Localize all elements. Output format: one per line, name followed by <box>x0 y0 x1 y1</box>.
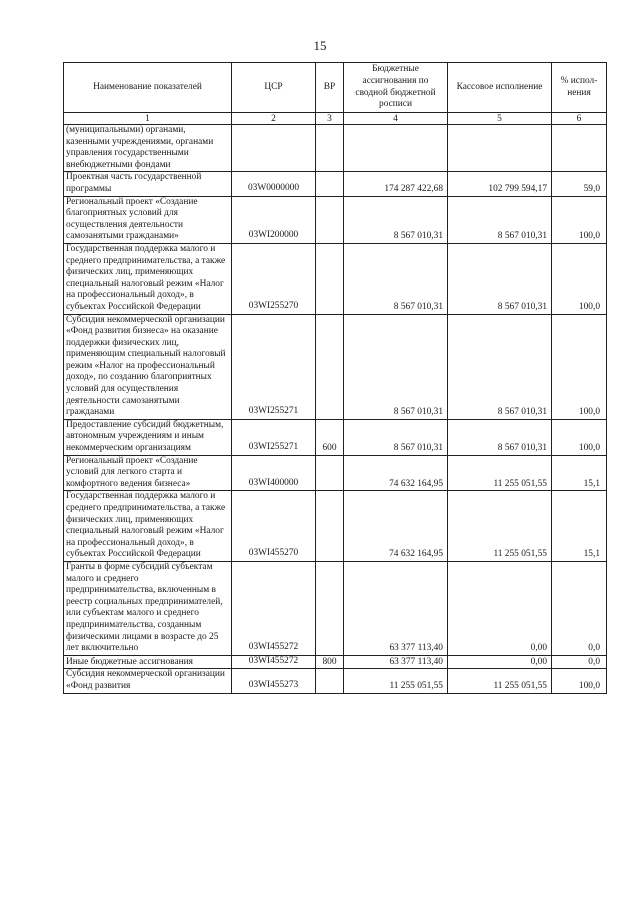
assigned-amount: 8 567 010,31 <box>344 419 448 455</box>
assigned-amount: 8 567 010,31 <box>344 243 448 314</box>
column-number: 6 <box>552 113 607 125</box>
page-number: 15 <box>313 38 327 53</box>
table-row <box>64 561 607 655</box>
csr-code: 03WI455272 <box>232 655 316 669</box>
column-number-row <box>64 113 607 125</box>
assigned-amount: 8 567 010,31 <box>344 314 448 419</box>
assigned-amount: 74 632 164,95 <box>344 455 448 491</box>
vr-code <box>316 491 344 562</box>
indicator-name: Государственная поддержка малого и среднего предпринимательства, а также физических лиц, применяющих специальный налоговый режим «Налог на профессиональный доход», в субъектах Российской Федерации <box>64 243 232 314</box>
executed-amount: 8 567 010,31 <box>448 196 552 243</box>
header-assignments: Бюджетные ассигнования по сводной бюджетной росписи <box>344 63 448 113</box>
table-row <box>64 655 607 669</box>
indicator-name: Субсидия некоммерческой организации «Фонд развития бизнеса» на оказание поддержки физических лиц, применяющим специальный налоговый режим «Налог на профессиональный доход», по созданию благоприятных условий для осуществления деятельности самозанятыми гражданами <box>64 314 232 419</box>
indicator-name: Региональный проект «Создание благоприятных условий для осуществления деятельности самозанятыми гражданами» <box>64 196 232 243</box>
csr-code: 03WI255271 <box>232 419 316 455</box>
indicator-name: Государственная поддержка малого и среднего предпринимательства, а также физических лиц, применяющих специальный налоговый режим «Налог на профессиональный доход», в субъектах Российской Федерации <box>64 491 232 562</box>
vr-code <box>316 196 344 243</box>
vr-code: 800 <box>316 655 344 669</box>
assigned-amount: 63 377 113,40 <box>344 561 448 655</box>
execution-percent: 15,1 <box>552 491 607 562</box>
column-number: 2 <box>232 113 316 125</box>
column-number: 5 <box>448 113 552 125</box>
table-row <box>64 669 607 693</box>
csr-code: 03WI255271 <box>232 314 316 419</box>
header-execution-percent: % испол- нения <box>552 63 607 113</box>
indicator-name: Субсидия некоммерческой организации «Фонд развития <box>64 669 232 693</box>
vr-code <box>316 314 344 419</box>
csr-code: 03WI455273 <box>232 669 316 693</box>
table-row <box>64 125 607 172</box>
vr-code: 600 <box>316 419 344 455</box>
column-number: 1 <box>64 113 232 125</box>
executed-amount <box>448 125 552 172</box>
assigned-amount <box>344 125 448 172</box>
assigned-amount: 11 255 051,55 <box>344 669 448 693</box>
indicator-name: Проектная часть государственной программы <box>64 172 232 196</box>
table-row <box>64 419 607 455</box>
vr-code <box>316 669 344 693</box>
assigned-amount: 63 377 113,40 <box>344 655 448 669</box>
csr-code <box>232 125 316 172</box>
csr-code: 03WI200000 <box>232 196 316 243</box>
header-vr: ВР <box>316 63 344 113</box>
executed-amount: 0,00 <box>448 561 552 655</box>
assigned-amount: 74 632 164,95 <box>344 491 448 562</box>
execution-percent: 100,0 <box>552 419 607 455</box>
vr-code <box>316 125 344 172</box>
executed-amount: 8 567 010,31 <box>448 419 552 455</box>
table-row <box>64 491 607 562</box>
assigned-amount: 174 287 422,68 <box>344 172 448 196</box>
execution-percent: 100,0 <box>552 314 607 419</box>
header-indicator-name: Наименование показателей <box>64 63 232 113</box>
execution-percent: 0,0 <box>552 561 607 655</box>
execution-percent <box>552 125 607 172</box>
assigned-amount: 8 567 010,31 <box>344 196 448 243</box>
execution-percent: 100,0 <box>552 243 607 314</box>
csr-code: 03WI455270 <box>232 491 316 562</box>
indicator-name: Региональный проект «Создание условий для легкого старта и комфортного ведения бизнеса» <box>64 455 232 491</box>
execution-percent: 59,0 <box>552 172 607 196</box>
budget-table <box>63 62 607 694</box>
vr-code <box>316 561 344 655</box>
execution-percent: 100,0 <box>552 196 607 243</box>
execution-percent: 0,0 <box>552 655 607 669</box>
csr-code: 03W0000000 <box>232 172 316 196</box>
execution-percent: 100,0 <box>552 669 607 693</box>
header-row <box>64 63 607 113</box>
indicator-name: Предоставление субсидий бюджетным, автономным учреждениям и иным некоммерческим организациям <box>64 419 232 455</box>
executed-amount: 102 799 594,17 <box>448 172 552 196</box>
csr-code: 03WI400000 <box>232 455 316 491</box>
vr-code <box>316 172 344 196</box>
executed-amount: 11 255 051,55 <box>448 491 552 562</box>
column-number: 4 <box>344 113 448 125</box>
executed-amount: 11 255 051,55 <box>448 669 552 693</box>
csr-code: 03WI455272 <box>232 561 316 655</box>
csr-code: 03WI255270 <box>232 243 316 314</box>
table-row <box>64 196 607 243</box>
executed-amount: 8 567 010,31 <box>448 314 552 419</box>
indicator-name: Гранты в форме субсидий субъектам малого и среднего предпринимательства, включенным в реестр социальных предпринимателей, или субъектам малого и среднего предпринимательства, созданным физическими лицами в возрасте до 25 лет включительно <box>64 561 232 655</box>
execution-percent: 15,1 <box>552 455 607 491</box>
header-csr: ЦСР <box>232 63 316 113</box>
column-number: 3 <box>316 113 344 125</box>
table-row <box>64 172 607 196</box>
executed-amount: 8 567 010,31 <box>448 243 552 314</box>
indicator-name: Иные бюджетные ассигнования <box>64 655 232 669</box>
indicator-name: (муниципальными) органами, казенными учреждениями, органами управления государственными внебюджетными фондами <box>64 125 232 172</box>
table-row <box>64 314 607 419</box>
table-row <box>64 455 607 491</box>
table-row <box>64 243 607 314</box>
executed-amount: 0,00 <box>448 655 552 669</box>
executed-amount: 11 255 051,55 <box>448 455 552 491</box>
vr-code <box>316 243 344 314</box>
header-cash-execution: Кассовое исполнение <box>448 63 552 113</box>
vr-code <box>316 455 344 491</box>
